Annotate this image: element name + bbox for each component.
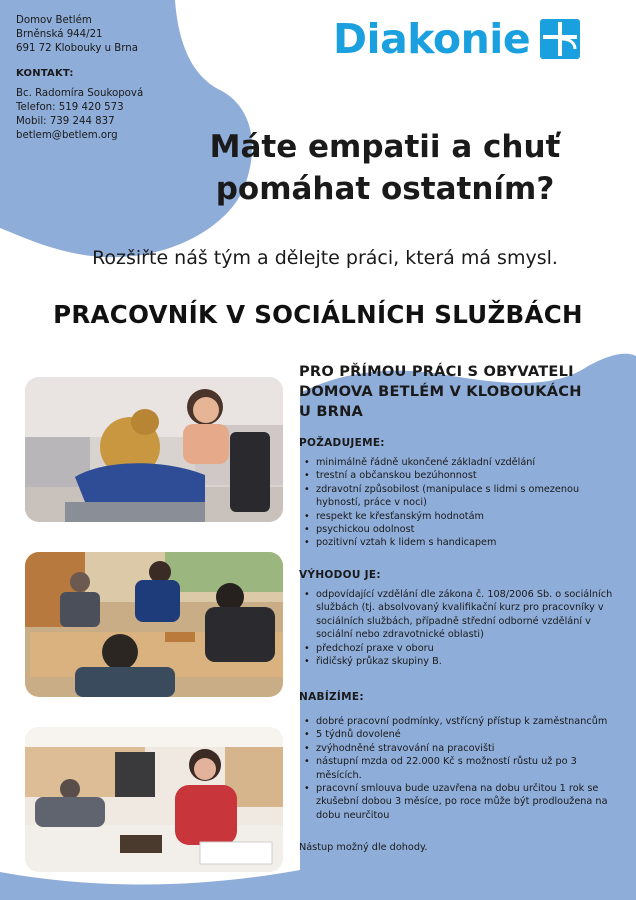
- address-line: Brněnská 944/21: [16, 29, 103, 40]
- list-item: • zdravotní způsobilost (manipulace s lidmi s omezenou hybností, práce v noci): [299, 483, 615, 510]
- list-item: • pracovní smlouva bude uzavřena na dobu určitou 1 rok se zkušební dobou 3 měsíce, po roce může být prodloužena na dobu neurčitou: [299, 782, 615, 822]
- contact-email: betlem@betlem.org: [16, 130, 118, 141]
- list-item: • psychickou odolnost: [299, 523, 615, 536]
- job-subtitle-line: U BRNA: [299, 403, 364, 420]
- list-item: • 5 týdnů dovolené: [299, 728, 615, 741]
- list-item: • respekt ke křesťanským hodnotám: [299, 510, 615, 523]
- list-item: • pozitivní vztah k lidem s handicapem: [299, 536, 615, 549]
- photo-wheelchair-with-dog: [25, 377, 283, 522]
- offers-list: [299, 715, 615, 822]
- list-item: • nástupní mzda od 22.000 Kč s možností růstu už po 3 měsících.: [299, 755, 615, 782]
- list-item: • minimálně řádně ukončené základní vzdělání: [299, 456, 615, 469]
- list-item: • zvýhodněné stravování na pracovišti: [299, 742, 615, 755]
- diakonie-logo: [333, 15, 580, 63]
- contact-name: Bc. Radomíra Soukopová: [16, 88, 144, 99]
- headline-line: Máte empatii a chuť: [209, 129, 561, 165]
- photo-group-activity: [25, 552, 283, 697]
- address-line: Domov Betlém: [16, 15, 92, 26]
- contact-phone: Telefon: 519 420 573: [16, 102, 124, 113]
- requirements-list: [299, 456, 615, 550]
- logo-text: Diakonie: [333, 15, 531, 63]
- advantages-title: VÝHODOU JE:: [299, 569, 381, 581]
- contact-label: KONTAKT:: [16, 68, 74, 79]
- list-item: • řidičský průkaz skupiny B.: [299, 655, 615, 668]
- subheadline: Rozšiřte náš tým a dělejte práci, která má smysl.: [92, 247, 558, 269]
- advantages-section: [299, 569, 615, 668]
- requirements-section: [299, 437, 615, 550]
- headline-line: pomáhat ostatním?: [215, 171, 555, 207]
- offers-title: NABÍZÍME:: [299, 691, 364, 703]
- job-subtitle: [299, 362, 615, 422]
- list-item: • dobré pracovní podmínky, vstřícný přístup k zaměstnancům: [299, 715, 615, 728]
- requirements-title: POŽADUJEME:: [299, 437, 385, 449]
- headline: [150, 126, 620, 210]
- job-subtitle-line: DOMOVA BETLÉM V KLOBOUKÁCH: [299, 383, 582, 400]
- list-item: • trestní a občanskou bezúhonnost: [299, 469, 615, 482]
- photo-reading-together: [25, 727, 283, 872]
- list-item: • předchozí praxe v oboru: [299, 642, 615, 655]
- contact-mobile: Mobil: 739 244 837: [16, 116, 115, 127]
- job-subtitle-line: PRO PŘÍMOU PRÁCI S OBYVATELI: [299, 363, 574, 380]
- job-title: PRACOVNÍK V SOCIÁLNÍCH SLUŽBÁCH: [53, 300, 583, 329]
- address-line: 691 72 Klobouky u Brna: [16, 43, 138, 54]
- closing-note: Nástup možný dle dohody.: [299, 842, 428, 853]
- contact-block: [16, 14, 191, 143]
- diakonie-cross-mark-icon: [540, 19, 580, 59]
- offers-section: [299, 691, 615, 822]
- advantages-list: [299, 588, 615, 668]
- list-item: • odpovídající vzdělání dle zákona č. 108/2006 Sb. o sociálních službách (tj. absolvovaný kvalifikační kurz pro pracovníky v sociálních službách, případně střední odborné vzdělání v sociální nebo zdravotnické oblasti): [299, 588, 615, 642]
